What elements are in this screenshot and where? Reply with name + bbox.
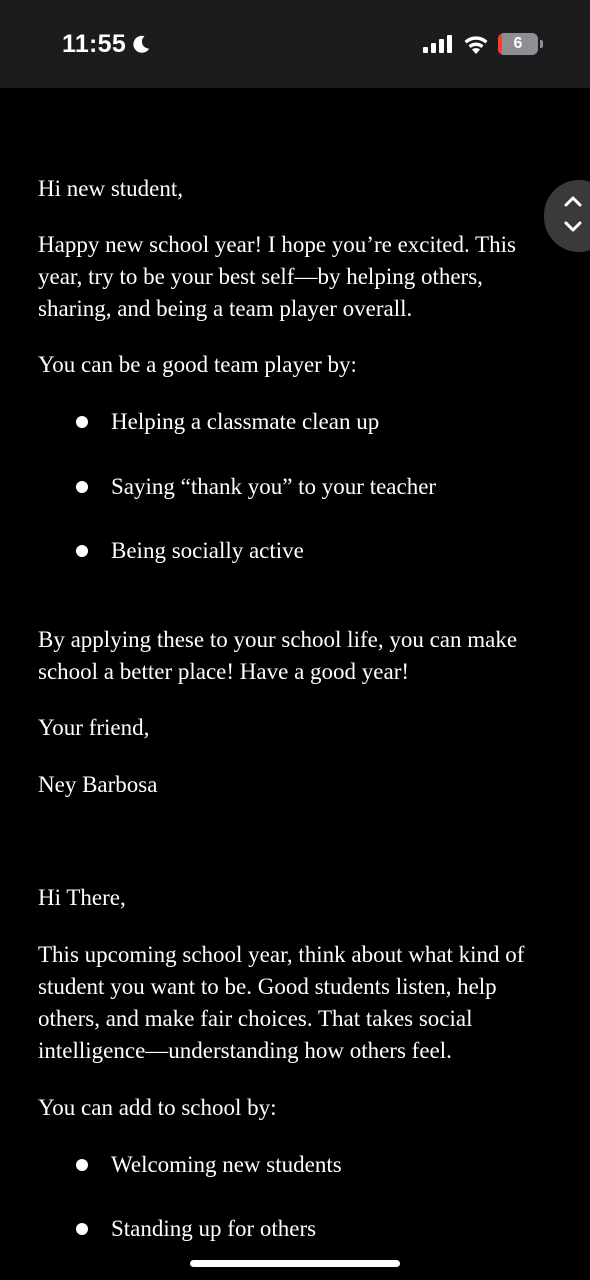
chevron-down-icon[interactable]	[564, 220, 582, 234]
chevron-up-icon[interactable]	[564, 194, 582, 208]
letter1-greeting: Hi new student,	[38, 176, 184, 201]
list-item-text: Saying “thank you” to your teacher	[111, 474, 437, 499]
battery-body	[498, 33, 538, 55]
bullet-dot	[76, 416, 88, 428]
list-item	[38, 1213, 558, 1245]
cellular-signal-icon	[423, 34, 453, 54]
letter1-closing: Your friend,	[38, 715, 150, 740]
wifi-icon	[462, 33, 490, 55]
list-item	[38, 535, 558, 567]
battery-level: 6	[513, 35, 523, 52]
list-item	[38, 471, 558, 503]
battery-icon	[498, 33, 544, 55]
status-bar	[0, 0, 590, 88]
list-item-text: Helping a classmate clean up	[111, 409, 380, 434]
bullet-dot	[76, 1223, 88, 1235]
moon-icon	[131, 34, 151, 54]
letter2-paragraph: This upcoming school year, think about what kind of student you want to be. Good students listen, help others, and make fair choices. That takes social intelligence—understanding how others feel.	[38, 942, 525, 1063]
list-item	[38, 1149, 558, 1181]
letter1-paragraph: Happy new school year! I hope you’re excited. This year, try to be your best self—by helping others, sharing, and being a team player overall.	[38, 232, 516, 321]
letter2-list-intro: You can add to school by:	[38, 1095, 277, 1120]
bullet-dot	[76, 545, 88, 557]
home-indicator[interactable]	[190, 1260, 400, 1267]
letter1-list-intro: You can be a good team player by:	[38, 352, 357, 377]
letter1-signature: Ney Barbosa	[38, 772, 158, 797]
list-item-text: Welcoming new students	[111, 1152, 342, 1177]
bullet-dot	[76, 481, 88, 493]
letter1-closing-paragraph: By applying these to your school life, you can make school a better place! Have a good year!	[38, 627, 518, 684]
battery-tip	[540, 40, 543, 48]
list-item-text: Being socially active	[111, 538, 304, 563]
letter2-greeting: Hi There,	[38, 885, 126, 910]
list-item-text: Standing up for others	[111, 1216, 317, 1241]
list-item	[38, 406, 558, 438]
bullet-dot	[76, 1159, 88, 1171]
status-time: 11:55	[62, 30, 127, 58]
